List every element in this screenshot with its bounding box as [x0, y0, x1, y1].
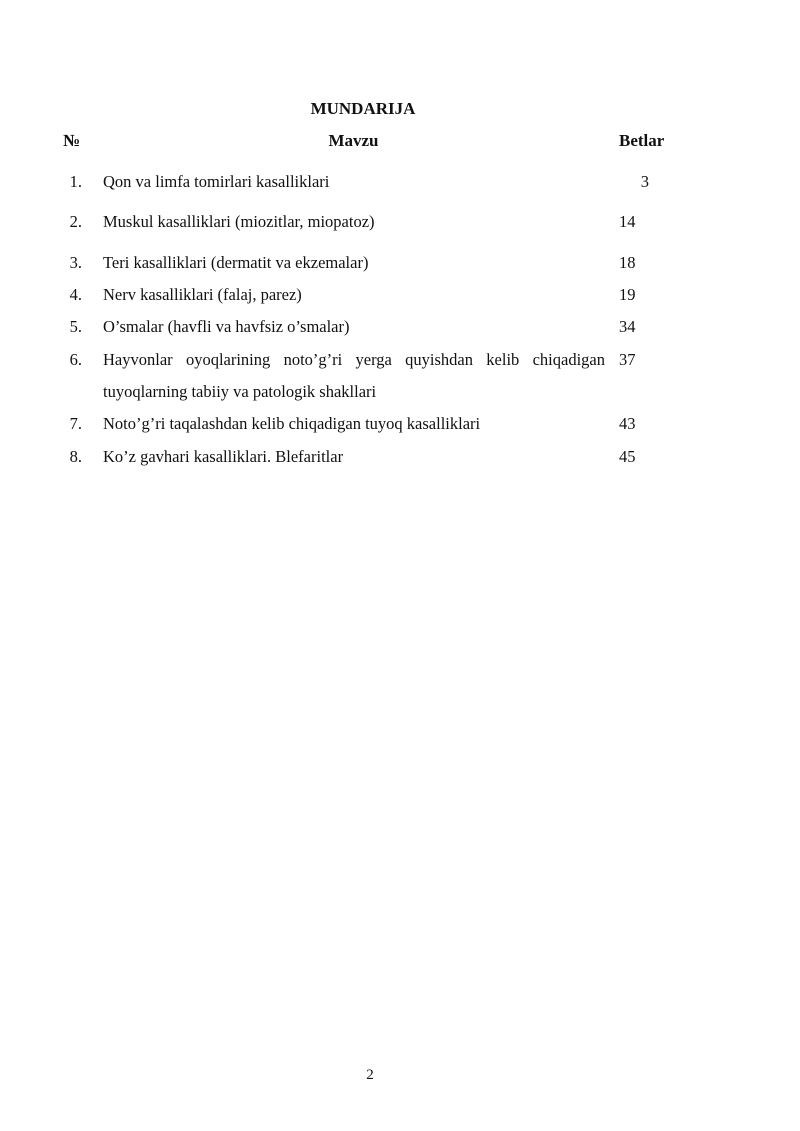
row-page: 34: [619, 317, 636, 336]
row-topic: Nerv kasalliklari (falaj, parez): [103, 285, 302, 304]
row-number: 3.: [69, 253, 82, 272]
row-topic: O’smalar (havfli va havfsiz o’smalar): [103, 317, 350, 336]
header-topic: Mavzu: [328, 131, 379, 150]
row-number: 1.: [69, 172, 82, 191]
row-topic: Qon va limfa tomirlari kasalliklari: [103, 172, 330, 191]
page-number: 2: [366, 1067, 374, 1083]
row-number: 2.: [69, 212, 82, 231]
header-pages: Betlar: [619, 131, 665, 150]
row-topic: Teri kasalliklari (dermatit va ekzemalar): [103, 253, 369, 272]
row-number: 7.: [69, 414, 82, 433]
row-topic: Ko’z gavhari kasalliklari. Blefaritlar: [103, 447, 344, 466]
row-page: 19: [619, 285, 636, 304]
row-topic: Noto’g’ri taqalashdan kelib chiqadigan tuyoq kasalliklari: [103, 414, 481, 433]
row-number: 4.: [69, 285, 82, 304]
page-title: MUNDARIJA: [310, 99, 416, 118]
row-number: 5.: [69, 317, 82, 336]
row-page: 43: [619, 414, 636, 433]
row-page: 37: [619, 350, 636, 369]
row-number: 8.: [69, 447, 82, 466]
row-page: 3: [640, 172, 649, 191]
row-page: 14: [619, 212, 636, 231]
row-page: 45: [619, 447, 636, 466]
row-number: 6.: [69, 350, 82, 369]
row-page: 18: [619, 253, 636, 272]
row-topic: Hayvonlar oyoqlarining noto’g’ri yerga quyishdan kelib chiqadigan tuyoqlarning tabiiy va patologik shakllari: [103, 350, 605, 401]
row-topic: Muskul kasalliklari (miozitlar, miopatoz): [103, 212, 375, 231]
header-number: №: [63, 131, 81, 150]
